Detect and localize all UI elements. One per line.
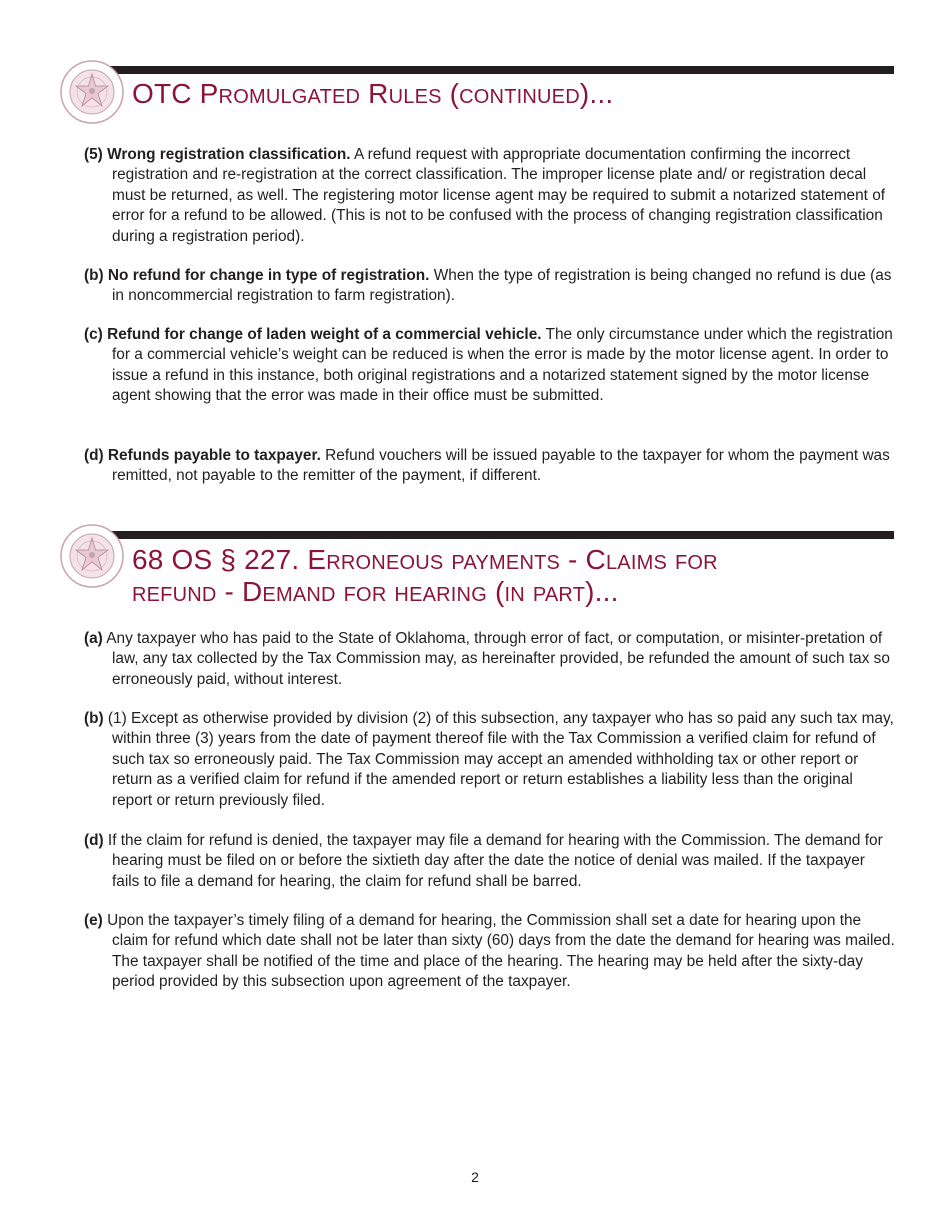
paragraph-d — [84, 446, 896, 487]
paragraph-text: A refund request with appropriate documentation confirming the incorrect registration and re-registration at the correct classification. The improper license plate and/ or registration decal must be returned, as well. The registering motor license agent may be required to submit a notarized statement of error for a refund to be allowed. (This is not to be confused with the process of changing registration classification during a registration period). — [112, 146, 886, 245]
paragraph-text: Upon the taxpayer’s timely filing of a demand for hearing, the Commission shall set a date for hearing upon the claim for refund which date shall not be later than sixty (60) days from the date the demand for hearing was mailed. The taxpayer shall be notified of the time and place of the hearing. The hearing may be held after the sixty-day period provided by this subsection upon agreement of the taxpayer. — [102, 912, 895, 991]
paragraph-label: (b) — [84, 710, 104, 727]
page-number: 2 — [471, 1169, 479, 1185]
section-title-line-1: 68 OS § 227. Erroneous payments - Claims for — [132, 544, 718, 575]
paragraph-b — [84, 266, 896, 307]
section-rule-bar — [108, 531, 894, 539]
paragraph-a — [84, 629, 896, 690]
paragraph-label: (e) — [84, 912, 103, 929]
paragraph-e — [84, 911, 896, 993]
paragraph-label: (d) — [84, 832, 104, 849]
paragraph-label: (b) No refund for change in type of registration. — [84, 267, 430, 284]
section-title-line-2: refund - Demand for hearing (in part)... — [132, 576, 619, 607]
paragraph-d — [84, 831, 896, 892]
section-title: OTC Promulgated Rules (continued)... — [132, 78, 614, 109]
paragraph-label: (d) Refunds payable to taxpayer. — [84, 447, 321, 464]
paragraph-text: The only circumstance under which the registration for a commercial vehicle’s weight can be reduced is when the error is made by the motor license agent. In order to issue a refund in this instance, both original registrations and a notarized statement signed by the motor license agent showing that the error was made in their office must be submitted. — [112, 326, 893, 405]
paragraph-label: (5) Wrong registration classification. — [84, 146, 351, 163]
paragraph-c — [84, 325, 896, 407]
paragraph-label: (c) Refund for change of laden weight of a commercial vehicle. — [84, 326, 542, 343]
paragraph-label: (a) — [84, 630, 103, 647]
section-title — [132, 544, 718, 608]
paragraph-text: When the type of registration is being changed no refund is due (as in noncommercial registration to farm registration). — [112, 267, 892, 305]
paragraph-5 — [84, 145, 896, 247]
paragraph-text: (1) Except as otherwise provided by division (2) of this subsection, any taxpayer who has so paid any such tax may, within three (3) years from the date of payment thereof file with the Tax Commission a verified claim for refund of such tax so erroneously paid. The Tax Commission may accept an amended withholding tax or other report or return as a verified claim for refund if the amended report or return establishes a liability less than the original report or return previously filed. — [103, 710, 894, 809]
section-rule-bar — [108, 66, 894, 74]
paragraph-b — [84, 709, 896, 811]
state-seal-icon — [60, 524, 124, 588]
paragraph-text: Any taxpayer who has paid to the State of Oklahoma, through error of fact, or computation, or misinter-pretation of law, any tax collected by the Tax Commission may, as hereinafter provided, be refunded the amount of such tax so erroneously paid, without interest. — [102, 630, 890, 688]
paragraph-text: If the claim for refund is denied, the taxpayer may file a demand for hearing with the Commission. The demand for hearing must be filed on or before the sixtieth day after the date the notice of denial was mailed. If the taxpayer fails to file a demand for hearing, the claim for refund shall be barred. — [103, 832, 883, 890]
paragraph-text: Refund vouchers will be issued payable to the taxpayer for whom the payment was remitted, not payable to the remitter of the payment, if different. — [112, 447, 890, 485]
state-seal-icon — [60, 60, 124, 124]
